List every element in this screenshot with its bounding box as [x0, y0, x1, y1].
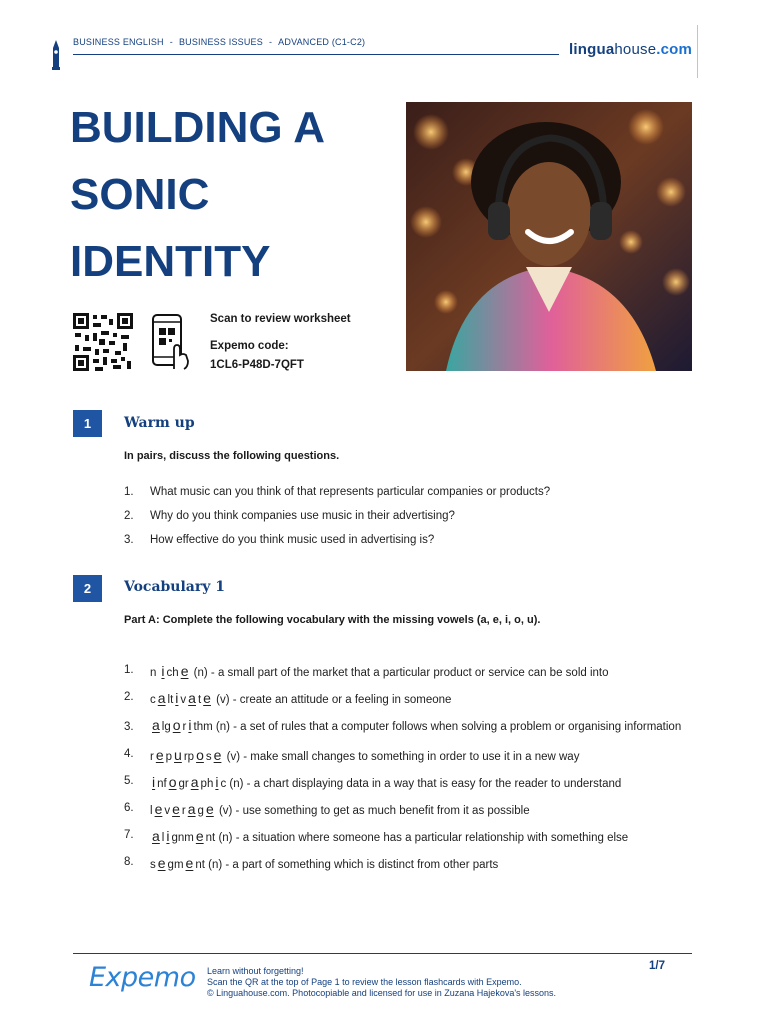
- footer-text: Learn without forgetting! Scan the QR at the top of Page 1 to review the lesson flashcards with Expemo. © Linguahouse.com. Photocopiable and licensed for use in Zuzana Hajekova's lessons.: [207, 966, 557, 998]
- page-number: 1/7: [649, 960, 665, 972]
- list-item: 6. l e v e r a g e (v) - use something to get as much benefit from it as possible: [124, 801, 530, 817]
- big-ben-icon: [50, 40, 62, 70]
- list-item: 3. a lg o r i thm (n) - a set of rules that a computer follows when solving a problem or organising information: [124, 717, 682, 733]
- vocabulary-list: [124, 664, 692, 871]
- list-item: 2. c a lt i v a t e (v) - create an attitude or a feeling in someone: [124, 690, 452, 706]
- title-line: BUILDING A: [70, 103, 326, 152]
- section-title: Warm up: [124, 415, 195, 431]
- section-number: 2: [73, 575, 102, 602]
- list-item: 1. n i ch e (n) - a small part of the market that a particular product or service can be sold into: [124, 663, 609, 679]
- vowel-blank[interactable]: i: [152, 774, 156, 790]
- vowel-blank[interactable]: i: [166, 828, 170, 844]
- section-title: Vocabulary 1: [124, 579, 225, 595]
- vowel-blank[interactable]: e: [180, 663, 189, 679]
- phone-scan-icon: [150, 313, 192, 371]
- vowel-blank[interactable]: i: [175, 690, 179, 706]
- header-divider: [73, 54, 559, 55]
- vowel-blank[interactable]: a: [187, 801, 196, 817]
- vowel-blank[interactable]: a: [152, 828, 160, 844]
- vowel-blank[interactable]: a: [190, 774, 199, 790]
- list-item: 2. Why do you think companies use music in their advertising?: [124, 510, 455, 522]
- footer-divider: [73, 953, 692, 954]
- vowel-blank[interactable]: e: [195, 828, 204, 844]
- vowel-blank[interactable]: i: [215, 774, 219, 790]
- vowel-blank[interactable]: e: [154, 801, 163, 817]
- vowel-blank[interactable]: e: [205, 801, 214, 817]
- warmup-question-list: [124, 486, 692, 558]
- header-vertical-rule: [697, 25, 698, 78]
- vowel-blank[interactable]: o: [196, 747, 204, 763]
- list-item: 4. r e p u rp o s e (v) - make small changes to something in order to use it in a new way: [124, 747, 580, 763]
- vowel-blank[interactable]: e: [213, 747, 222, 763]
- breadcrumb: [73, 37, 365, 47]
- expemo-code-label: Expemo code:: [210, 340, 289, 352]
- vowel-blank[interactable]: o: [168, 774, 177, 790]
- vowel-blank[interactable]: e: [185, 855, 194, 871]
- title-line: IDENTITY: [70, 237, 271, 286]
- breadcrumb-item[interactable]: BUSINESS ENGLISH: [73, 37, 164, 47]
- qr-code-icon[interactable]: [73, 313, 133, 371]
- vowel-blank[interactable]: e: [157, 855, 166, 871]
- vowel-blank[interactable]: u: [174, 747, 182, 763]
- vowel-blank[interactable]: a: [152, 717, 160, 733]
- breadcrumb-separator: -: [268, 37, 273, 47]
- vowel-blank[interactable]: i: [188, 717, 192, 733]
- page-title: [70, 94, 390, 295]
- brand-logo[interactable]: linguahouse.com: [569, 41, 693, 58]
- breadcrumb-item[interactable]: BUSINESS ISSUES: [178, 37, 263, 47]
- vowel-blank[interactable]: o: [172, 717, 181, 733]
- title-line: SONIC: [70, 170, 210, 219]
- expemo-logo[interactable]: Expemo: [89, 962, 196, 993]
- scan-text: Scan to review worksheet: [210, 313, 351, 325]
- breadcrumb-item[interactable]: ADVANCED (C1-C2): [278, 37, 366, 47]
- vowel-blank[interactable]: e: [172, 801, 180, 817]
- vowel-blank[interactable]: a: [157, 690, 166, 706]
- vowel-blank[interactable]: e: [155, 747, 164, 763]
- list-item: 1. What music can you think of that represents particular companies or products?: [124, 486, 551, 498]
- expemo-code-value: 1CL6-P48D-7QFT: [210, 359, 304, 371]
- list-item: 5. i nf o gr a ph i c (n) - a chart displaying data in a way that is easy for the reader to understand: [124, 774, 622, 790]
- section-number: 1: [73, 410, 102, 437]
- list-item: 8. s e gm e nt (n) - a part of something which is distinct from other parts: [124, 855, 499, 871]
- section-instruction: Part A: Complete the following vocabulary with the missing vowels (a, e, i, o, u).: [124, 614, 541, 626]
- vowel-blank[interactable]: e: [203, 690, 211, 706]
- vowel-blank[interactable]: a: [188, 690, 196, 706]
- list-item: 3. How effective do you think music used in advertising is?: [124, 534, 435, 546]
- breadcrumb-separator: -: [169, 37, 173, 47]
- vowel-blank[interactable]: i: [161, 663, 165, 679]
- list-item: 7. a l i gnm e nt (n) - a situation where someone has a particular relationship with something else: [124, 828, 629, 844]
- section-instruction: In pairs, discuss the following questions.: [124, 450, 340, 462]
- hero-image: [406, 102, 692, 371]
